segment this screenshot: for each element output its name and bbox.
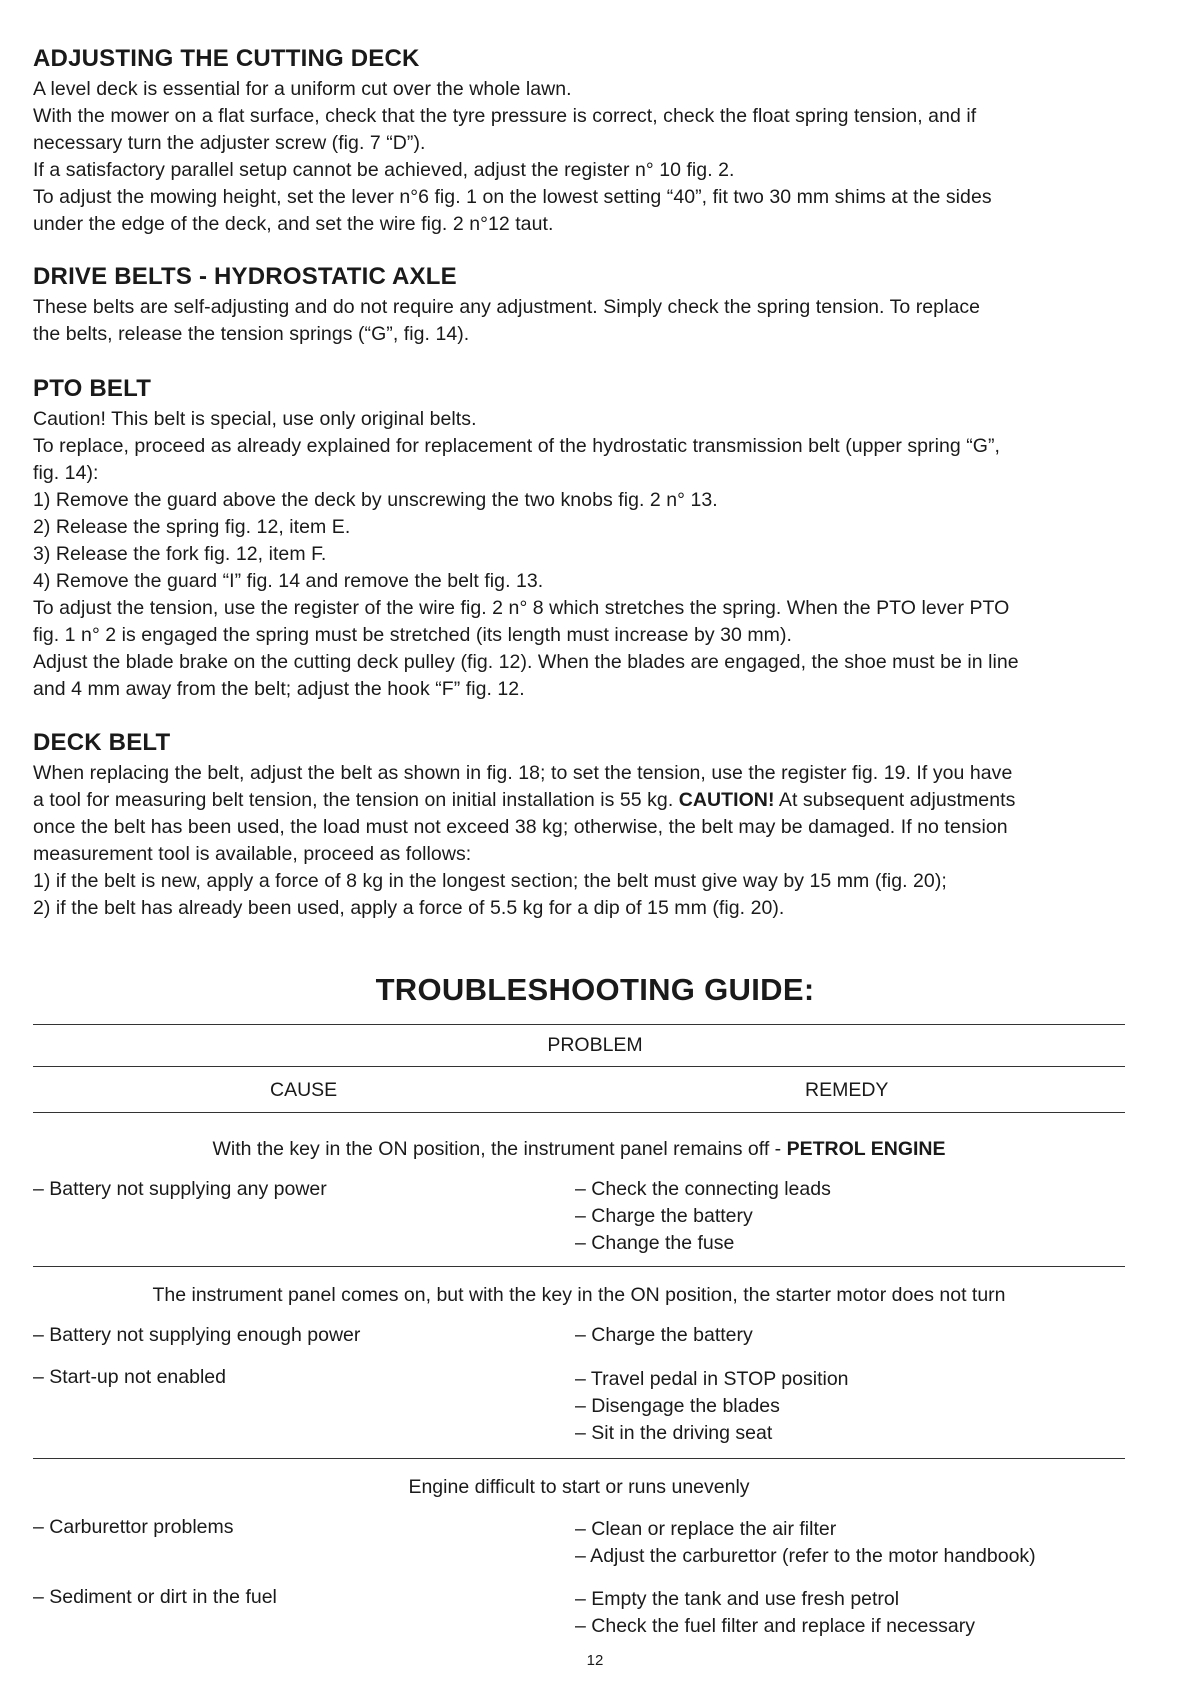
paragraph-line: To adjust the tension, use the register of the wire fig. 2 n° 8 which stretches the spring. When the PTO lever PTO	[33, 597, 1010, 619]
problem-emphasis: PETROL ENGINE	[786, 1138, 946, 1160]
remedy-text: – Travel pedal in STOP position	[575, 1368, 849, 1390]
paragraph-line: With the mower on a flat surface, check that the tyre pressure is correct, check the float spring tension, and if	[33, 105, 977, 127]
paragraph-line: once the belt has been used, the load must not exceed 38 kg; otherwise, the belt may be damaged. If no tension	[33, 816, 1008, 838]
remedy-text: – Clean or replace the air filter	[575, 1518, 837, 1540]
cause-cell	[33, 1364, 226, 1391]
caution-emphasis: CAUTION!	[678, 789, 775, 811]
table-rule	[33, 1112, 1125, 1113]
paragraph-line: and 4 mm away from the belt; adjust the hook “F” fig. 12.	[33, 678, 525, 700]
cause-cell	[33, 1584, 277, 1611]
cause-cell	[33, 1514, 234, 1541]
paragraph-line: A level deck is essential for a uniform cut over the whole lawn.	[33, 78, 572, 100]
table-rule	[33, 1024, 1125, 1025]
cause-text: – Battery not supplying enough power	[33, 1324, 361, 1346]
problem-title: The instrument panel comes on, but with the key in the ON position, the starter motor does not turn	[152, 1284, 1006, 1306]
problem-title	[33, 1138, 1125, 1161]
section-deck-belt	[33, 728, 1153, 922]
remedy-text: – Disengage the blades	[575, 1395, 780, 1417]
remedy-cell	[575, 1366, 849, 1447]
paragraph-line: 4) Remove the guard “I” fig. 14 and remove the belt fig. 13.	[33, 570, 544, 592]
remedy-text: – Change the fuse	[575, 1232, 735, 1254]
section-pto-belt	[33, 374, 1153, 703]
troubleshooting-title: TROUBLESHOOTING GUIDE:	[375, 972, 815, 1007]
cause-cell	[33, 1176, 327, 1203]
paragraph-line: Adjust the blade brake on the cutting deck pulley (fig. 12). When the blades are engaged, the shoe must be in line	[33, 651, 1019, 673]
remedy-text: – Empty the tank and use fresh petrol	[575, 1588, 900, 1610]
remedy-text: – Check the fuel filter and replace if necessary	[575, 1615, 975, 1637]
remedy-cell	[575, 1516, 1036, 1570]
paragraph-line: These belts are self-adjusting and do not require any adjustment. Simply check the spring tension. To replace	[33, 296, 981, 318]
remedy-text: – Adjust the carburettor (refer to the motor handbook)	[575, 1545, 1036, 1567]
table-rule	[33, 1066, 1125, 1067]
paragraph-line: under the edge of the deck, and set the wire fig. 2 n°12 taut.	[33, 213, 554, 235]
table-rule	[33, 1458, 1125, 1459]
section-adjusting-cutting-deck	[33, 44, 1153, 238]
cause-text: – Carburettor problems	[33, 1516, 234, 1538]
paragraph-line: 2) if the belt has already been used, apply a force of 5.5 kg for a dip of 15 mm (fig. 20).	[33, 897, 785, 919]
paragraph-line: necessary turn the adjuster screw (fig. 7 “D”).	[33, 132, 426, 154]
section-drive-belts	[33, 262, 1153, 348]
paragraph-line: measurement tool is available, proceed as follows:	[33, 843, 472, 865]
paragraph-line: When replacing the belt, adjust the belt as shown in fig. 18; to set the tension, use the register fig. 19. If you have	[33, 762, 1013, 784]
paragraph-line: the belts, release the tension springs (“G”, fig. 14).	[33, 323, 470, 345]
paragraph-line: Caution! This belt is special, use only original belts.	[33, 408, 477, 430]
cause-text: – Start-up not enabled	[33, 1366, 226, 1388]
remedy-cell	[575, 1176, 831, 1257]
problem-text: With the key in the ON position, the instrument panel remains off -	[212, 1138, 787, 1160]
paragraph-line: 1) if the belt is new, apply a force of 8 kg in the longest section; the belt must give way by 15 mm (fig. 20);	[33, 870, 947, 892]
section-heading: DECK BELT	[33, 729, 171, 756]
table-rule	[33, 1266, 1125, 1267]
paragraph-line: fig. 14):	[33, 462, 99, 484]
column-header-remedy: REMEDY	[805, 1079, 889, 1101]
section-heading: DRIVE BELTS - HYDROSTATIC AXLE	[33, 263, 457, 290]
paragraph-line: a tool for measuring belt tension, the tension on initial installation is 55 kg. CAUTION! At subsequent adjustments	[33, 789, 1016, 811]
page-number: 12	[586, 1652, 604, 1669]
remedy-cell	[575, 1322, 753, 1349]
remedy-cell	[575, 1586, 975, 1640]
paragraph-line: If a satisfactory parallel setup cannot be achieved, adjust the register n° 10 fig. 2.	[33, 159, 735, 181]
paragraph-line: 1) Remove the guard above the deck by unscrewing the two knobs fig. 2 n° 13.	[33, 489, 718, 511]
paragraph-line: 3) Release the fork fig. 12, item F.	[33, 543, 327, 565]
paragraph-line: fig. 1 n° 2 is engaged the spring must be stretched (its length must increase by 30 mm).	[33, 624, 792, 646]
paragraph-line: To replace, proceed as already explained for replacement of the hydrostatic transmission belt (upper spring “G”,	[33, 435, 1001, 457]
paragraph-line: To adjust the mowing height, set the lever n°6 fig. 1 on the lowest setting “40”, fit two 30 mm shims at the sides	[33, 186, 992, 208]
remedy-text: – Charge the battery	[575, 1324, 753, 1346]
remedy-text: – Charge the battery	[575, 1205, 753, 1227]
cause-text: – Sediment or dirt in the fuel	[33, 1586, 277, 1608]
column-header-cause: CAUSE	[270, 1079, 338, 1101]
remedy-text: – Sit in the driving seat	[575, 1422, 773, 1444]
section-heading: PTO BELT	[33, 375, 152, 402]
problem-title: Engine difficult to start or runs unevenly	[408, 1476, 750, 1498]
cause-cell	[33, 1322, 360, 1349]
cause-text: – Battery not supplying any power	[33, 1178, 327, 1200]
paragraph-line: 2) Release the spring fig. 12, item E.	[33, 516, 351, 538]
remedy-text: – Check the connecting leads	[575, 1178, 831, 1200]
column-header-problem: PROBLEM	[547, 1034, 643, 1056]
section-heading: ADJUSTING THE CUTTING DECK	[33, 45, 420, 72]
